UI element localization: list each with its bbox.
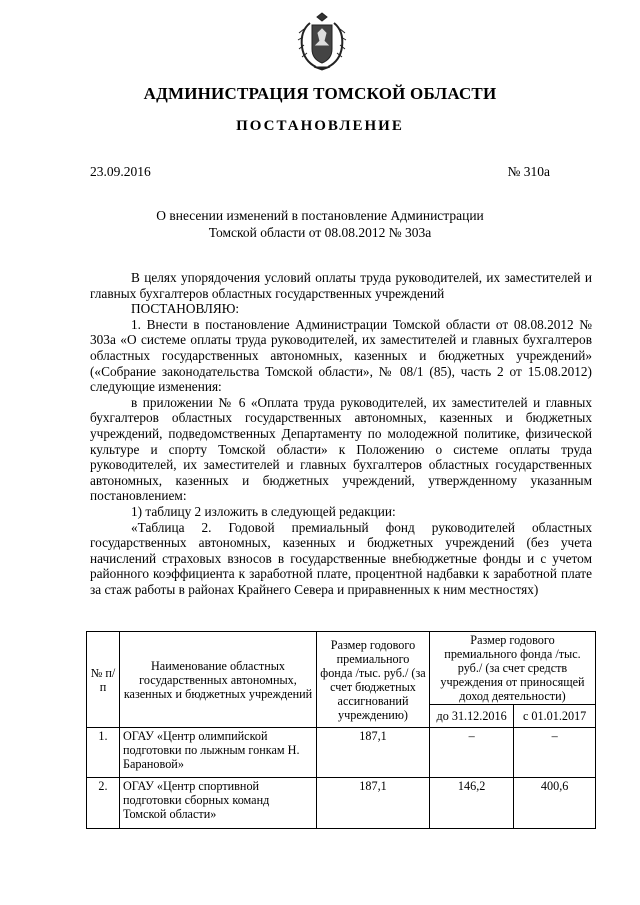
header-num: № п/п bbox=[87, 632, 120, 728]
paragraph-item-1: 1. Внести в постановление Администрации Томской области от 08.08.2012 № 303а «О системе оплаты труда руководителей, их заместителей и главных бухгалтеров областных государственных автономных, казенных и бюджетных учреждений» («Собрание законодательства Томской области», № 08/1 (85), часть 2 от 15.08.2012) следующие изменения: bbox=[90, 316, 592, 395]
header-name: Наименование областных государственных автономных, казенных и бюджетных учреждений bbox=[120, 632, 317, 728]
organization-title: АДМИНИСТРАЦИЯ ТОМСКОЙ ОБЛАСТИ bbox=[143, 84, 497, 103]
paragraph-table-caption: «Таблица 2. Годовой премиальный фонд руководителей областных государственных автономных, казенных и бюджетных учреждений (без учета начислений страховых взносов в государственные внебюджетные фонды и с учетом районного коэффициента к заработной плате, процентной надбавки к заработной плате за стаж работы в районах Крайнего Севера и приравненных к ним местностях) bbox=[90, 519, 592, 597]
header-income: Размер годового премиального фонда /тыс. руб./ (за счет средств учреждения от приносящей доход деятельности) bbox=[430, 632, 596, 705]
header-until: до 31.12.2016 bbox=[430, 705, 514, 728]
paragraph-preamble: В целях упорядочения условий оплаты труда руководителей, их заместителей и главных бухгалтеров областных государственных учреждений bbox=[90, 270, 592, 301]
header-from: с 01.01.2017 bbox=[514, 705, 596, 728]
row-until: 146,2 bbox=[430, 778, 514, 829]
row-from: 400,6 bbox=[514, 778, 596, 829]
row-num: 2. bbox=[87, 778, 120, 829]
table-row bbox=[87, 778, 596, 829]
header-budget: Размер годового премиального фонда /тыс. руб./ (за счет бюджетных ассигнований учреждению) bbox=[317, 632, 430, 728]
row-budget: 187,1 bbox=[317, 728, 430, 778]
row-from: – bbox=[514, 728, 596, 778]
subject-line-1: О внесении изменений в постановление Администрации bbox=[156, 208, 484, 223]
row-until: – bbox=[430, 728, 514, 778]
document-body bbox=[90, 270, 592, 597]
row-num: 1. bbox=[87, 728, 120, 778]
row-name: ОГАУ «Центр спортивной подготовки сборных команд Томской области» bbox=[120, 778, 317, 829]
coat-of-arms-icon bbox=[296, 11, 348, 71]
row-budget: 187,1 bbox=[317, 778, 430, 829]
row-name: ОГАУ «Центр олимпийской подготовки по лыжным гонкам Н. Барановой» bbox=[120, 728, 317, 778]
paragraph-subitem-1: 1) таблицу 2 изложить в следующей редакции: bbox=[131, 503, 396, 519]
document-type: ПОСТАНОВЛЕНИЕ bbox=[236, 118, 404, 134]
table-row bbox=[87, 728, 596, 778]
subject-line-2: Томской области от 08.08.2012 № 303а bbox=[208, 225, 432, 240]
document-date: 23.09.2016 bbox=[90, 164, 151, 179]
document-number: № 310а bbox=[507, 164, 550, 179]
table-header-row bbox=[87, 632, 596, 705]
premium-fund-table bbox=[86, 631, 596, 829]
paragraph-appendix: в приложении № 6 «Оплата труда руководителей, их заместителей и главных бухгалтеров областных государственных автономных, казенных и бюджетных учреждений, подведомственных Департаменту по молодежной политике, физической культуре и спорту Томской области» к Положению о системе оплаты труда руководителей, их заместителей и главных бухгалтеров областных государственных автономных, казенных и бюджетных учреждений, утвержденному указанным постановлением: bbox=[90, 394, 592, 504]
document-subject bbox=[0, 207, 640, 241]
paragraph-resolve: ПОСТАНОВЛЯЮ: bbox=[131, 301, 240, 317]
